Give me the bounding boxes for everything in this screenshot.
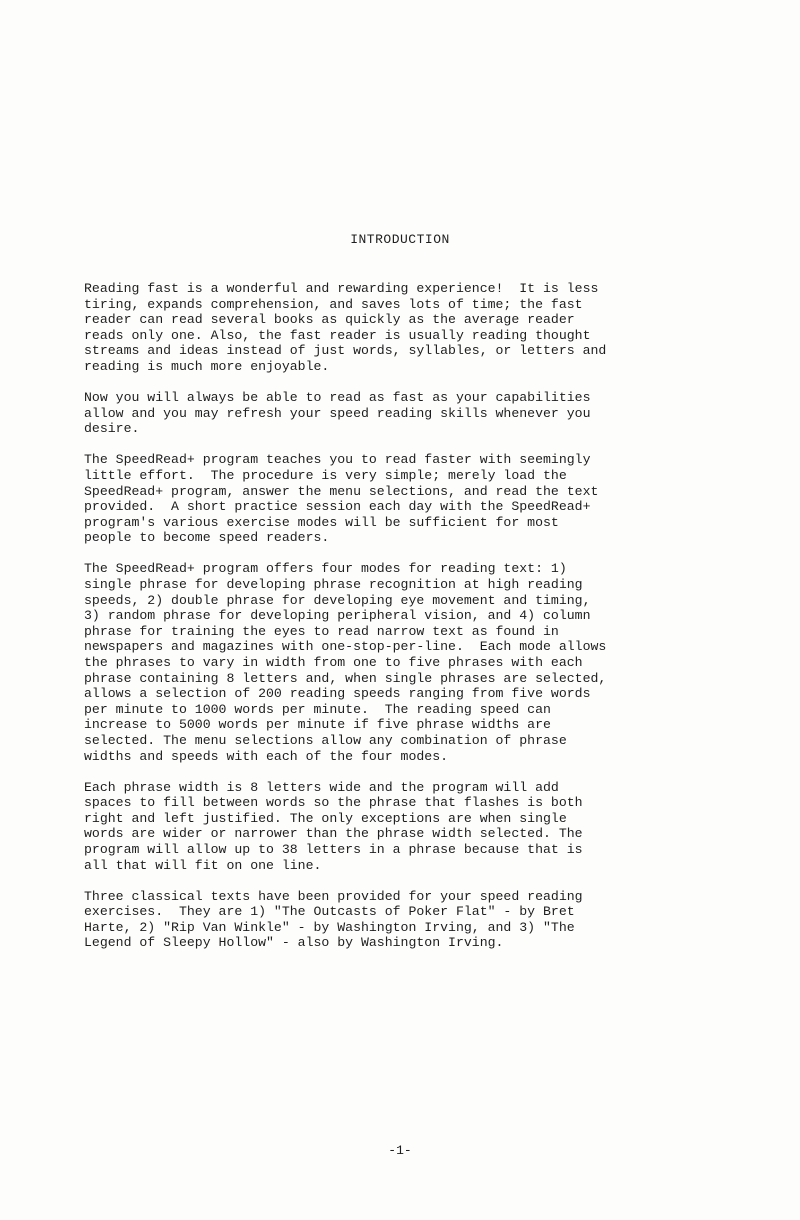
text-line: SpeedRead+ program, answer the menu selections, and read the text bbox=[84, 483, 599, 499]
text-line: newspapers and magazines with one-stop-per-line. Each mode allows bbox=[84, 639, 607, 655]
text-line: Each phrase width is 8 letters wide and the program will add bbox=[84, 779, 559, 795]
paragraph-6 bbox=[84, 889, 724, 951]
paragraph-1 bbox=[84, 281, 724, 375]
text-line: little effort. The procedure is very simple; merely load the bbox=[84, 467, 567, 483]
text-line: reading is much more enjoyable. bbox=[84, 358, 330, 374]
paragraph-4 bbox=[84, 561, 724, 764]
text-line: Legend of Sleepy Hollow" - also by Washington Irving. bbox=[84, 935, 504, 951]
text-line: spaces to fill between words so the phrase that flashes is both bbox=[84, 795, 583, 811]
text-line: allow and you may refresh your speed reading skills whenever you bbox=[84, 405, 591, 421]
text-line: allows a selection of 200 reading speeds ranging from five words bbox=[84, 686, 591, 702]
text-line: program will allow up to 38 letters in a phrase because that is bbox=[84, 842, 583, 857]
paragraph-3 bbox=[84, 452, 724, 546]
page-number: -1- bbox=[388, 1143, 412, 1158]
text-line: speeds, 2) double phrase for developing eye movement and timing, bbox=[84, 592, 591, 608]
text-line: words are wider or narrower than the phrase width selected. The bbox=[84, 826, 583, 842]
body-text bbox=[84, 281, 724, 967]
text-line: tiring, expands comprehension, and saves lots of time; the fast bbox=[84, 296, 583, 312]
text-line: Three classical texts have been provided for your speed reading bbox=[84, 888, 583, 904]
text-line: right and left justified. The only exceptions are when single bbox=[84, 810, 567, 826]
text-line: phrase for training the eyes to read narrow text as found in bbox=[84, 623, 559, 639]
paragraph-5 bbox=[84, 780, 724, 874]
text-line: Reading fast is a wonderful and rewarding experience! It is less bbox=[84, 281, 599, 296]
text-line: reader can read several books as quickly as the average reader bbox=[84, 312, 575, 328]
text-line: reads only one. Also, the fast reader is usually reading thought bbox=[84, 327, 591, 343]
text-line: single phrase for developing phrase recognition at high reading bbox=[84, 577, 583, 592]
text-line: Now you will always be able to read as fast as your capabilities bbox=[84, 390, 591, 406]
text-line: people to become speed readers. bbox=[84, 530, 330, 546]
text-line: phrase containing 8 letters and, when single phrases are selected, bbox=[84, 670, 607, 686]
text-line: Harte, 2) "Rip Van Winkle" - by Washington Irving, and 3) "The bbox=[84, 919, 575, 935]
text-line: provided. A short practice session each day with the SpeedRead+ bbox=[84, 499, 591, 515]
text-line: desire. bbox=[84, 421, 140, 437]
text-line: widths and speeds with each of the four modes. bbox=[84, 748, 449, 764]
text-line: program's various exercise modes will be sufficient for most bbox=[84, 514, 559, 530]
text-line: selected. The menu selections allow any combination of phrase bbox=[84, 732, 567, 748]
page-title: INTRODUCTION bbox=[350, 232, 450, 247]
text-line: 3) random phrase for developing peripheral vision, and 4) column bbox=[84, 608, 591, 624]
text-line: increase to 5000 words per minute if five phrase widths are bbox=[84, 717, 551, 733]
paragraph-2 bbox=[84, 390, 724, 437]
text-line: The SpeedRead+ program teaches you to read faster with seemingly bbox=[84, 452, 591, 468]
text-line: per minute to 1000 words per minute. The reading speed can bbox=[84, 701, 551, 717]
text-line: the phrases to vary in width from one to five phrases with each bbox=[84, 654, 583, 670]
text-line: exercises. They are 1) "The Outcasts of Poker Flat" - by Bret bbox=[84, 904, 575, 920]
text-line: streams and ideas instead of just words, syllables, or letters and bbox=[84, 343, 607, 359]
text-line: The SpeedRead+ program offers four modes for reading text: 1) bbox=[84, 561, 567, 577]
text-line: all that will fit on one line. bbox=[84, 857, 322, 873]
